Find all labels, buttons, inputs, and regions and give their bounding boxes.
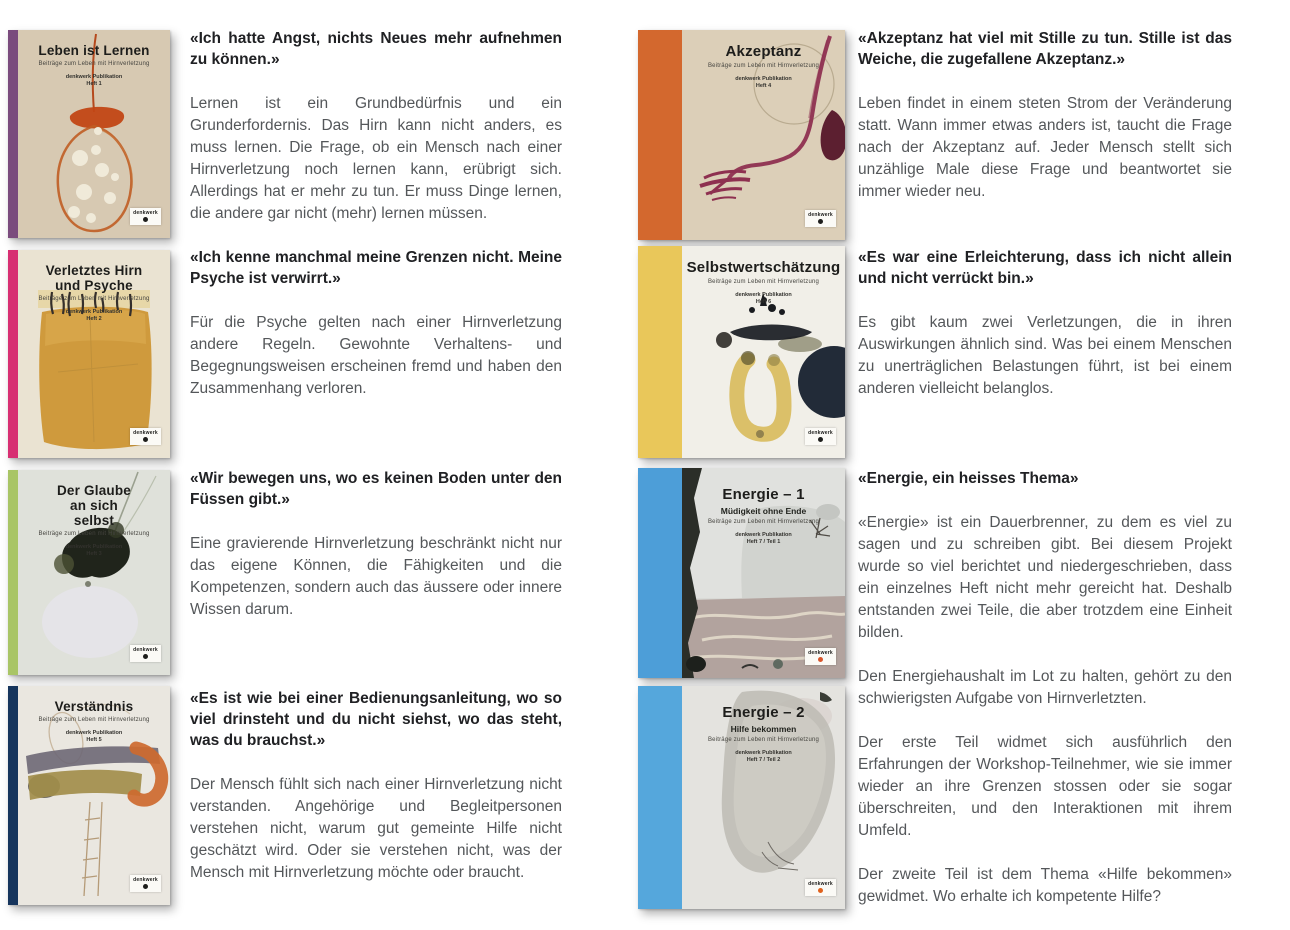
cover-title: Der Glaube an sich selbst [56,483,132,528]
text-block-verletztes-hirn [190,247,562,422]
cover-spine-stripe [8,686,18,905]
cover-subtitle: Beiträge zum Leben mit Hirnverletzung [38,717,150,723]
cover-der-glaube-an-sich-selbst [8,470,170,675]
description-paragraph: Der erste Teil widmet sich ausführlich den Erfahrungen der Workshop-Teilnehmer, wie sie immer wieder an ihre Grenzen stossen oder sie sogar überschreiten, und den Interaktionen mit ihrem Umfeld. [858,734,1232,839]
cover-akzeptanz [638,30,845,240]
denkwerk-logo: denkwerk [130,208,161,225]
cover-subtitle: Beiträge zum Leben mit Hirnverletzung [707,279,820,285]
description-paragraph: Es gibt kaum zwei Verletzungen, die in ihren Auswirkungen ähnlich sind. Was bei einem Menschen zu unerträglichen Belastungen führt, ist bei einem anderen vielleicht belanglos. [858,314,1232,397]
denkwerk-logo: denkwerk [130,428,161,445]
cover-spine-stripe [8,250,18,458]
cover-edition: Heft 7 / Teil 1 [746,539,781,545]
denkwerk-logo: denkwerk [130,875,161,892]
quote-heading: «Energie, ein heisses Thema» [858,470,1079,487]
cover-title: Energie – 1 [722,486,805,503]
cover-title: Selbstwertschätzung [686,259,841,276]
cover-publisher: denkwerk Publikation [65,309,123,315]
denkwerk-logo: denkwerk [805,648,836,665]
cover-publisher: denkwerk Publikation [65,544,123,550]
cover-spine-stripe [8,30,18,238]
cover-energie-2 [638,686,845,909]
quote-heading: «Es ist wie bei einer Bedienungsanleitung, wo so viel drinsteht und du nicht siehst, wo das steht, was du brauchst.» [190,690,562,749]
logo-dot-icon [143,217,148,222]
cover-publisher: denkwerk Publikation [65,730,123,736]
cover-edition: Heft 4 [755,83,772,89]
description-paragraph: Der zweite Teil ist dem Thema «Hilfe bekommen» gewidmet. Wo erhalte ich kompetente Hilfe? [858,866,1232,905]
text-block-leben-ist-lernen [190,28,562,247]
cover-leben-ist-lernen [8,30,170,238]
cover-subtitle: Beiträge zum Leben mit Hirnverletzung [707,63,820,69]
cover-edition: Heft 3 [86,551,102,557]
cover-title: Leben ist Lernen [38,43,150,58]
logo-dot-icon [143,654,148,659]
text-block-der-glaube [190,468,562,643]
cover-title: Akzeptanz [725,43,802,60]
logo-dot-icon [818,219,823,224]
logo-dot-icon [818,437,823,442]
text-block-selbstwertschaetzung [858,247,1232,422]
cover-edition: Heft 6 [755,299,772,305]
cover-edition: Heft 5 [86,737,102,743]
quote-heading: «Akzeptanz hat viel mit Stille zu tun. Stille ist das Weiche, die zugefallene Akzeptanz.» [858,30,1232,68]
logo-dot-icon [143,884,148,889]
cover-title: Energie – 2 [722,704,805,721]
logo-dot-icon [818,657,823,662]
cover-spine-stripe [638,246,682,458]
denkwerk-logo: denkwerk [805,428,836,445]
cover-energie-1 [638,468,845,678]
cover-verstaendnis [8,686,170,905]
cover-spine-stripe [638,468,682,678]
cover-title: Verständnis [54,699,134,714]
text-block-akzeptanz [858,28,1232,225]
cover-publisher: denkwerk Publikation [65,74,123,80]
cover-subtitle-bold: Müdigkeit ohne Ende [720,506,807,516]
cover-verletztes-hirn-und-psyche [8,250,170,458]
denkwerk-logo: denkwerk [805,879,836,896]
cover-subtitle: Beiträge zum Leben mit Hirnverletzung [38,531,150,537]
quote-heading: «Wir bewegen uns, wo es keinen Boden unter den Füssen gibt.» [190,470,562,508]
cover-publisher: denkwerk Publikation [735,76,792,82]
description-paragraph: Eine gravierende Hirnverletzung beschränkt nicht nur das eigene Können, die Fähigkeiten und die Kompetenzen, sondern auch das äussere oder innere Wissen darum. [190,535,562,618]
denkwerk-logo: denkwerk [130,645,161,662]
description-paragraph: Für die Psyche gelten nach einer Hirnverletzung andere Regeln. Gewohnte Verhaltens- und Begegnungsweisen erscheinen fremd und haben den Zusammenhang verloren. [190,314,562,397]
cover-spine-stripe [638,686,682,909]
cover-edition: Heft 2 [86,316,102,322]
cover-publisher: denkwerk Publikation [735,532,792,538]
description-paragraph: Den Energiehaushalt im Lot zu halten, gehört zu den schwierigsten Aufgabe von Hirnverletzten. [858,668,1232,707]
cover-spine-stripe [8,470,18,675]
denkwerk-logo: denkwerk [805,210,836,227]
quote-heading: «Ich hatte Angst, nichts Neues mehr aufnehmen zu können.» [190,30,562,68]
cover-edition: Heft 7 / Teil 2 [746,757,781,763]
cover-subtitle: Beiträge zum Leben mit Hirnverletzung [38,61,150,67]
logo-dot-icon [818,888,823,893]
logo-dot-icon [143,437,148,442]
cover-subtitle: Beiträge zum Leben mit Hirnverletzung [707,519,820,525]
cover-subtitle-bold: Hilfe bekommen [730,724,797,734]
description-paragraph: «Energie» ist ein Dauerbrenner, zu dem es viel zu sagen und zu schreiben gibt. Bei diesem Projekt wurde so viel berichtet und niedergeschrieben, dass ein einzelnes Heft nicht mehr gereicht hat. Deshalb entstanden zwei Teile, die aber trotzdem eine Einheit bilden. [858,514,1232,641]
cover-edition: Heft 1 [86,81,102,87]
description-paragraph: Leben findet in einem steten Strom der Veränderung statt. Wann immer etwas anders ist, taucht die Frage nach der Akzeptanz auf. Jeder Mensch stellt sich unzählige Male diese Frage und beantwortet sie immer wieder neu. [858,95,1232,200]
cover-publisher: denkwerk Publikation [735,750,792,756]
cover-publisher: denkwerk Publikation [735,292,792,298]
quote-heading: «Ich kenne manchmal meine Grenzen nicht. Meine Psyche ist verwirrt.» [190,249,562,287]
cover-spine-stripe [638,30,682,240]
text-block-verstaendnis [190,688,562,906]
cover-selbstwertschaetzung [638,246,845,458]
cover-subtitle: Beiträge zum Leben mit Hirnverletzung [38,296,150,302]
quote-heading: «Es war eine Erleichterung, dass ich nicht allein und nicht verrückt bin.» [858,249,1232,287]
cover-title: Verletztes Hirn und Psyche [45,263,143,293]
description-paragraph: Der Mensch fühlt sich nach einer Hirnverletzung nicht verstanden. Angehörige und Begleitpersonen verstehen nicht, warum gut gemeinte Hilfe nicht geschätzt wird. Oder sie verstehen nicht, was der Mensch mit Hirnverletzung möchte oder braucht. [190,776,562,881]
cover-subtitle: Beiträge zum Leben mit Hirnverletzung [707,737,820,743]
description-paragraph: Lernen ist ein Grundbedürfnis und ein Grunderfordernis. Das Hirn kann nicht anders, es muss lernen. Die Frage, ob ein Mensch nach einer Hirnverletzung noch lernen kann, erübrigt sich. Allerdings hat er mehr zu tun. Er muss Dinge lernen, die andere gar nicht (mehr) lernen müssen. [190,95,562,222]
text-block-energie [858,468,1232,930]
